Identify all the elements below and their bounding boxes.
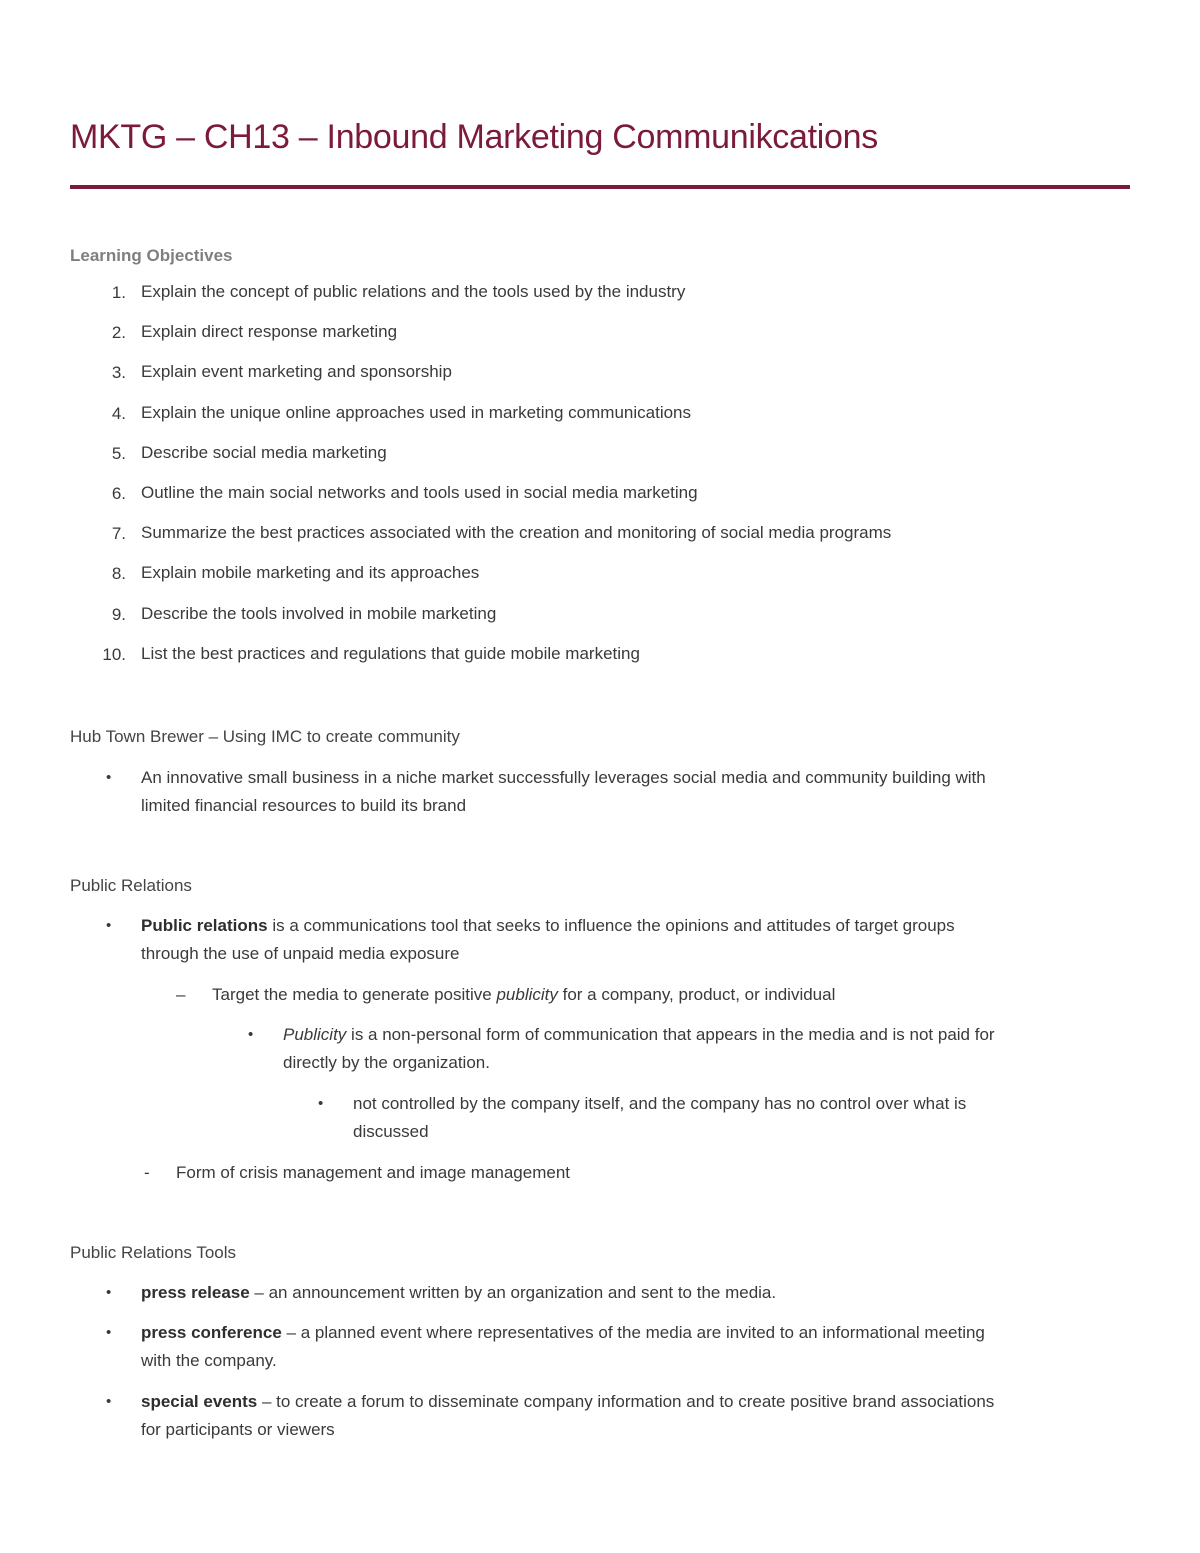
objective-number: 5. bbox=[111, 444, 126, 463]
objective-item: List the best practices and regulations that guide mobile marketing bbox=[141, 644, 640, 663]
press-conference-term: press conference bbox=[141, 1323, 282, 1342]
pr-target-text: Target the media to generate positive bbox=[212, 985, 497, 1004]
crisis-management-line: Form of crisis management and image management bbox=[176, 1163, 571, 1182]
bullet-icon: • bbox=[106, 1324, 112, 1341]
pr-definition-line-2: through the use of unpaid media exposure bbox=[141, 944, 460, 963]
publicity-definition-line-1 bbox=[283, 1021, 995, 1049]
learning-objectives-heading: Learning Objectives bbox=[70, 246, 233, 265]
press-conference-line-2: with the company. bbox=[141, 1351, 277, 1370]
not-controlled-line-2: discussed bbox=[353, 1122, 429, 1141]
objective-number: 3. bbox=[111, 363, 126, 382]
pr-definition-term: Public relations bbox=[141, 916, 268, 935]
public-relations-heading: Public Relations bbox=[70, 876, 192, 895]
bullet-icon: • bbox=[106, 769, 112, 786]
special-events-line-1 bbox=[141, 1388, 994, 1416]
objective-number: 7. bbox=[111, 524, 126, 543]
pr-definition-text: is a communications tool that seeks to influence the opinions and attitudes of target groups bbox=[267, 916, 955, 935]
hub-town-bullet-line-2: limited financial resources to build its brand bbox=[141, 796, 467, 815]
press-release-term: press release bbox=[141, 1283, 250, 1302]
special-events-line-2: for participants or viewers bbox=[141, 1420, 335, 1439]
publicity-term: Publicity bbox=[283, 1025, 347, 1044]
dash-marker: - bbox=[144, 1163, 150, 1182]
pr-tools-heading: Public Relations Tools bbox=[70, 1243, 236, 1262]
hub-town-bullet-line-1: An innovative small business in a niche market successfully leverages social media and community building with bbox=[141, 768, 986, 787]
objective-number: 1. bbox=[111, 283, 126, 302]
pr-target-media-line bbox=[212, 981, 835, 1009]
press-release-line bbox=[141, 1279, 776, 1307]
objective-number: 9. bbox=[111, 605, 126, 624]
publicity-emphasis: publicity bbox=[496, 985, 558, 1004]
press-conference-text: – a planned event where representatives of the media are invited to an informational meeting bbox=[281, 1323, 985, 1342]
objective-item: Describe social media marketing bbox=[141, 443, 387, 462]
objective-item: Explain event marketing and sponsorship bbox=[141, 362, 452, 381]
title-underline bbox=[70, 185, 1130, 189]
dash-marker: – bbox=[176, 985, 186, 1004]
press-conference-line-1 bbox=[141, 1319, 985, 1347]
press-release-text: – an announcement written by an organization and sent to the media. bbox=[249, 1283, 777, 1302]
bullet-icon: • bbox=[106, 917, 112, 934]
objective-item: Explain direct response marketing bbox=[141, 322, 398, 341]
hub-town-heading: Hub Town Brewer – Using IMC to create community bbox=[70, 727, 460, 746]
bullet-icon: • bbox=[318, 1095, 324, 1112]
not-controlled-line-1: not controlled by the company itself, and the company has no control over what is bbox=[353, 1094, 967, 1113]
pr-target-text-end: for a company, product, or individual bbox=[557, 985, 836, 1004]
objective-item: Explain mobile marketing and its approaches bbox=[141, 563, 480, 582]
objective-item: Explain the concept of public relations and the tools used by the industry bbox=[141, 282, 686, 301]
objective-item: Outline the main social networks and tools used in social media marketing bbox=[141, 483, 698, 502]
objective-number: 6. bbox=[111, 484, 126, 503]
objective-number: 10. bbox=[102, 645, 126, 664]
publicity-definition-line-2: directly by the organization. bbox=[283, 1053, 490, 1072]
objective-item: Summarize the best practices associated with the creation and monitoring of social media programs bbox=[141, 523, 892, 542]
document-title: MKTG – CH13 – Inbound Marketing Communikcations bbox=[70, 118, 878, 156]
special-events-term: special events bbox=[141, 1392, 258, 1411]
bullet-icon: • bbox=[106, 1284, 112, 1301]
objective-number: 8. bbox=[111, 564, 126, 583]
objective-number: 4. bbox=[111, 404, 126, 423]
pr-definition-line-1 bbox=[141, 912, 955, 940]
special-events-text: – to create a forum to disseminate company information and to create positive brand associations bbox=[257, 1392, 995, 1411]
objective-number: 2. bbox=[111, 323, 126, 342]
bullet-icon: • bbox=[248, 1026, 254, 1043]
objective-item: Explain the unique online approaches used in marketing communications bbox=[141, 403, 692, 422]
bullet-icon: • bbox=[106, 1393, 112, 1410]
objective-item: Describe the tools involved in mobile marketing bbox=[141, 604, 497, 623]
publicity-text: is a non-personal form of communication that appears in the media and is not paid for bbox=[346, 1025, 995, 1044]
